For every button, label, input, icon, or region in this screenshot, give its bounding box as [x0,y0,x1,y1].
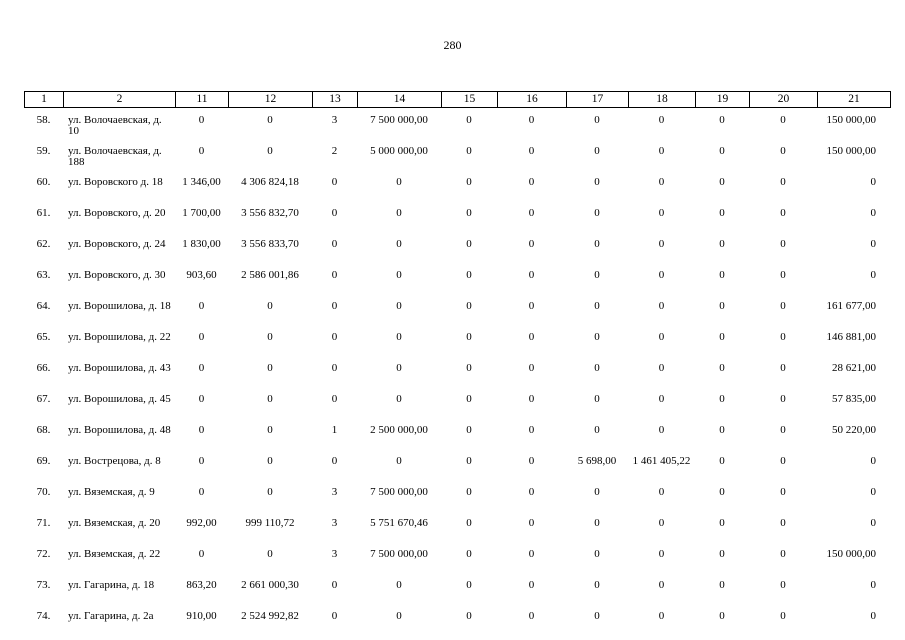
table-row [24,267,890,298]
data-table [24,112,890,639]
cell-col-20: 0 [780,300,786,312]
cell-col-19: 0 [719,114,725,126]
address-cell: ул. Воровского д. 18 [68,176,163,188]
cell-col-15: 0 [466,362,472,374]
cell-col-15: 0 [466,548,472,560]
cell-col-13: 2 [331,145,338,157]
cell-col-16: 0 [528,424,535,436]
cell-col-13: 0 [331,176,338,188]
cell-col-18: 0 [658,517,665,529]
cell-col-19: 0 [719,579,725,591]
column-header-21: 21 [818,92,891,108]
cell-col-14: 0 [396,207,402,219]
cell-col-20: 0 [780,238,786,250]
cell-col-17: 0 [594,548,600,560]
cell-col-18: 0 [658,300,665,312]
address-cell: ул. Волочаевская, д. 188 [68,145,162,168]
cell-col-11: 0 [198,362,205,374]
cell-col-12: 2 586 001,86 [241,269,299,281]
table-row [24,391,890,422]
column-header-20: 20 [750,92,818,108]
cell-col-12: 3 556 832,70 [241,207,299,219]
table-row [24,329,890,360]
table-row [24,112,890,143]
cell-col-20: 0 [780,114,786,126]
cell-col-19: 0 [719,362,725,374]
address-cell: ул. Вяземская, д. 9 [68,486,155,498]
cell-col-18: 1 461 405,22 [632,455,691,467]
cell-col-17: 0 [594,610,600,622]
cell-col-12: 0 [267,486,273,498]
cell-col-11: 1 830,00 [182,238,221,250]
column-header-2: 2 [64,92,176,108]
row-number: 59. [36,145,51,157]
address-cell: ул. Вяземская, д. 22 [68,548,161,560]
column-header-19: 19 [696,92,750,108]
cell-col-11: 0 [198,548,205,560]
cell-col-13: 0 [331,610,338,622]
cell-col-21: 0 [870,238,876,250]
column-header-16: 16 [498,92,567,108]
cell-col-16: 0 [528,145,535,157]
cell-col-21: 0 [870,455,876,467]
cell-col-17: 0 [594,331,600,343]
cell-col-17: 0 [594,300,600,312]
cell-col-12: 0 [267,145,273,157]
address-cell: ул. Вострецова, д. 8 [68,455,161,467]
cell-col-14: 0 [396,238,402,250]
cell-col-19: 0 [719,207,725,219]
cell-col-20: 0 [780,455,786,467]
cell-col-17: 0 [594,269,600,281]
row-number: 68. [36,424,51,436]
table-row [24,515,890,546]
cell-col-20: 0 [780,517,786,529]
row-number: 69. [36,455,51,467]
row-number: 65. [36,331,51,343]
cell-col-11: 903,60 [186,269,217,281]
cell-col-11: 0 [198,486,205,498]
cell-col-17: 0 [594,393,600,405]
row-number: 64. [36,300,51,312]
address-cell: ул. Ворошилова, д. 18 [68,300,171,312]
table-header [24,91,891,108]
table-row [24,143,890,174]
cell-col-14: 7 500 000,00 [370,114,428,126]
cell-col-12: 0 [267,114,273,126]
address-cell: ул. Вяземская, д. 20 [68,517,161,529]
cell-col-18: 0 [658,176,665,188]
row-number: 60. [36,176,51,188]
table-row [24,608,890,639]
cell-col-20: 0 [780,269,786,281]
cell-col-14: 0 [396,579,402,591]
cell-col-15: 0 [466,579,472,591]
cell-col-17: 0 [594,424,600,436]
cell-col-12: 0 [267,393,273,405]
cell-col-14: 2 500 000,00 [370,424,428,436]
cell-col-14: 0 [396,300,402,312]
table-row [24,174,890,205]
cell-col-21: 50 220,00 [832,424,876,436]
cell-col-15: 0 [466,486,472,498]
cell-col-12: 0 [267,455,273,467]
cell-col-16: 0 [528,176,535,188]
cell-col-18: 0 [658,114,665,126]
cell-col-13: 3 [331,517,338,529]
cell-col-12: 999 110,72 [245,517,295,529]
cell-col-20: 0 [780,486,786,498]
cell-col-18: 0 [658,486,665,498]
cell-col-16: 0 [528,114,535,126]
cell-col-16: 0 [528,238,535,250]
cell-col-15: 0 [466,331,472,343]
cell-col-14: 0 [396,362,402,374]
cell-col-20: 0 [780,176,786,188]
cell-col-11: 0 [198,455,205,467]
row-number: 73. [36,579,51,591]
cell-col-21: 28 621,00 [832,362,876,374]
cell-col-12: 0 [267,300,273,312]
table-row [24,577,890,608]
cell-col-12: 0 [267,548,273,560]
cell-col-12: 0 [267,424,273,436]
cell-col-11: 1 700,00 [182,207,221,219]
cell-col-20: 0 [780,393,786,405]
cell-col-20: 0 [780,579,786,591]
cell-col-14: 7 500 000,00 [370,548,428,560]
address-cell: ул. Воровского, д. 30 [68,269,166,281]
cell-col-15: 0 [466,207,472,219]
cell-col-14: 0 [396,393,402,405]
cell-col-19: 0 [719,176,725,188]
cell-col-13: 0 [331,238,338,250]
cell-col-14: 0 [396,610,402,622]
cell-col-15: 0 [466,517,472,529]
cell-col-11: 910,00 [186,610,217,622]
cell-col-11: 0 [198,145,205,157]
row-number: 72. [36,548,51,560]
header-row [25,92,891,108]
cell-col-17: 0 [594,176,600,188]
cell-col-18: 0 [658,331,665,343]
row-number: 62. [36,238,51,250]
table-row [24,298,890,329]
cell-col-17: 0 [594,517,600,529]
cell-col-11: 0 [198,300,205,312]
cell-col-21: 150 000,00 [826,145,876,157]
cell-col-13: 0 [331,300,338,312]
cell-col-21: 0 [870,486,876,498]
cell-col-12: 2 524 992,82 [241,610,299,622]
table-row [24,453,890,484]
cell-col-11: 0 [198,393,205,405]
column-header-15: 15 [442,92,498,108]
cell-col-15: 0 [466,176,472,188]
cell-col-16: 0 [528,579,535,591]
cell-col-15: 0 [466,610,472,622]
cell-col-13: 0 [331,362,338,374]
cell-col-17: 0 [594,362,600,374]
cell-col-18: 0 [658,238,665,250]
cell-col-18: 0 [658,269,665,281]
cell-col-12: 0 [267,331,273,343]
cell-col-14: 5 000 000,00 [370,145,428,157]
cell-col-16: 0 [528,269,535,281]
cell-col-13: 0 [331,331,338,343]
cell-col-20: 0 [780,424,786,436]
cell-col-11: 992,00 [186,517,217,529]
cell-col-18: 0 [658,145,665,157]
cell-col-14: 0 [396,455,402,467]
cell-col-17: 0 [594,114,600,126]
column-header-14: 14 [358,92,442,108]
cell-col-18: 0 [658,207,665,219]
cell-col-11: 0 [198,424,205,436]
cell-col-18: 0 [658,393,665,405]
cell-col-17: 0 [594,238,600,250]
cell-col-13: 0 [331,269,338,281]
cell-col-15: 0 [466,145,472,157]
cell-col-19: 0 [719,455,725,467]
address-cell: ул. Ворошилова, д. 45 [68,393,171,405]
cell-col-21: 0 [870,579,876,591]
cell-col-16: 0 [528,300,535,312]
cell-col-18: 0 [658,610,665,622]
cell-col-15: 0 [466,269,472,281]
cell-col-19: 0 [719,517,725,529]
column-header-11: 11 [176,92,229,108]
cell-col-16: 0 [528,455,535,467]
cell-col-12: 4 306 824,18 [241,176,299,188]
cell-col-15: 0 [466,114,472,126]
cell-col-18: 0 [658,548,665,560]
cell-col-12: 0 [267,362,273,374]
page-number: 280 [443,38,462,52]
cell-col-14: 0 [396,269,402,281]
cell-col-21: 57 835,00 [832,393,876,405]
row-number: 74. [36,610,51,622]
address-cell: ул. Воровского, д. 20 [68,207,166,219]
column-header-18: 18 [629,92,696,108]
cell-col-11: 863,20 [186,579,217,591]
cell-col-20: 0 [780,145,786,157]
cell-col-15: 0 [466,393,472,405]
cell-col-19: 0 [719,269,725,281]
cell-col-19: 0 [719,238,725,250]
cell-col-17: 5 698,00 [577,455,617,467]
cell-col-16: 0 [528,486,535,498]
cell-col-16: 0 [528,362,535,374]
cell-col-13: 3 [331,114,338,126]
cell-col-21: 146 881,00 [826,331,876,343]
address-cell: ул. Ворошилова, д. 48 [68,424,171,436]
cell-col-21: 0 [870,610,876,622]
cell-col-21: 150 000,00 [826,114,876,126]
cell-col-20: 0 [780,331,786,343]
column-header-1: 1 [25,92,64,108]
cell-col-13: 3 [331,486,338,498]
row-number: 67. [36,393,51,405]
cell-col-15: 0 [466,300,472,312]
cell-col-15: 0 [466,424,472,436]
cell-col-16: 0 [528,610,535,622]
cell-col-17: 0 [594,579,600,591]
cell-col-16: 0 [528,393,535,405]
cell-col-19: 0 [719,610,725,622]
cell-col-21: 150 000,00 [826,548,876,560]
cell-col-13: 1 [331,424,338,436]
cell-col-11: 0 [198,331,205,343]
table-row [24,236,890,267]
cell-col-11: 0 [198,114,205,126]
address-cell: ул. Ворошилова, д. 43 [68,362,171,374]
table-row [24,360,890,391]
cell-col-15: 0 [466,455,472,467]
cell-col-21: 161 677,00 [826,300,876,312]
cell-col-20: 0 [780,548,786,560]
row-number: 58. [36,114,51,126]
cell-col-19: 0 [719,393,725,405]
cell-col-18: 0 [658,424,665,436]
cell-col-13: 0 [331,393,338,405]
cell-col-18: 0 [658,362,665,374]
cell-col-21: 0 [870,176,876,188]
address-cell: ул. Ворошилова, д. 22 [68,331,171,343]
cell-col-19: 0 [719,548,725,560]
address-cell: ул. Волочаевская, д. 10 [68,114,162,137]
row-number: 70. [36,486,51,498]
table-row [24,205,890,236]
cell-col-13: 0 [331,455,338,467]
cell-col-14: 5 751 670,46 [370,517,428,529]
cell-col-19: 0 [719,331,725,343]
cell-col-16: 0 [528,517,535,529]
cell-col-17: 0 [594,486,600,498]
cell-col-19: 0 [719,486,725,498]
cell-col-21: 0 [870,517,876,529]
cell-col-15: 0 [466,238,472,250]
table-row [24,484,890,515]
row-number: 61. [36,207,51,219]
row-number: 66. [36,362,51,374]
cell-col-20: 0 [780,207,786,219]
cell-col-16: 0 [528,548,535,560]
cell-col-14: 0 [396,331,402,343]
cell-col-18: 0 [658,579,665,591]
cell-col-14: 0 [396,176,402,188]
cell-col-13: 0 [331,579,338,591]
cell-col-19: 0 [719,145,725,157]
row-number: 71. [36,517,51,529]
row-number: 63. [36,269,51,281]
column-header-13: 13 [313,92,358,108]
cell-col-14: 7 500 000,00 [370,486,428,498]
address-cell: ул. Гагарина, д. 2а [68,610,154,622]
cell-col-12: 3 556 833,70 [241,238,299,250]
cell-col-20: 0 [780,362,786,374]
address-cell: ул. Воровского, д. 24 [68,238,166,250]
cell-col-16: 0 [528,331,535,343]
cell-col-21: 0 [870,269,876,281]
cell-col-13: 3 [331,548,338,560]
column-header-17: 17 [567,92,629,108]
cell-col-19: 0 [719,300,725,312]
cell-col-12: 2 661 000,30 [241,579,299,591]
cell-col-19: 0 [719,424,725,436]
column-header-12: 12 [229,92,313,108]
table-row [24,546,890,577]
cell-col-21: 0 [870,207,876,219]
cell-col-17: 0 [594,207,600,219]
cell-col-17: 0 [594,145,600,157]
cell-col-16: 0 [528,207,535,219]
cell-col-13: 0 [331,207,338,219]
cell-col-11: 1 346,00 [182,176,221,188]
address-cell: ул. Гагарина, д. 18 [68,579,155,591]
cell-col-20: 0 [780,610,786,622]
table-row [24,422,890,453]
